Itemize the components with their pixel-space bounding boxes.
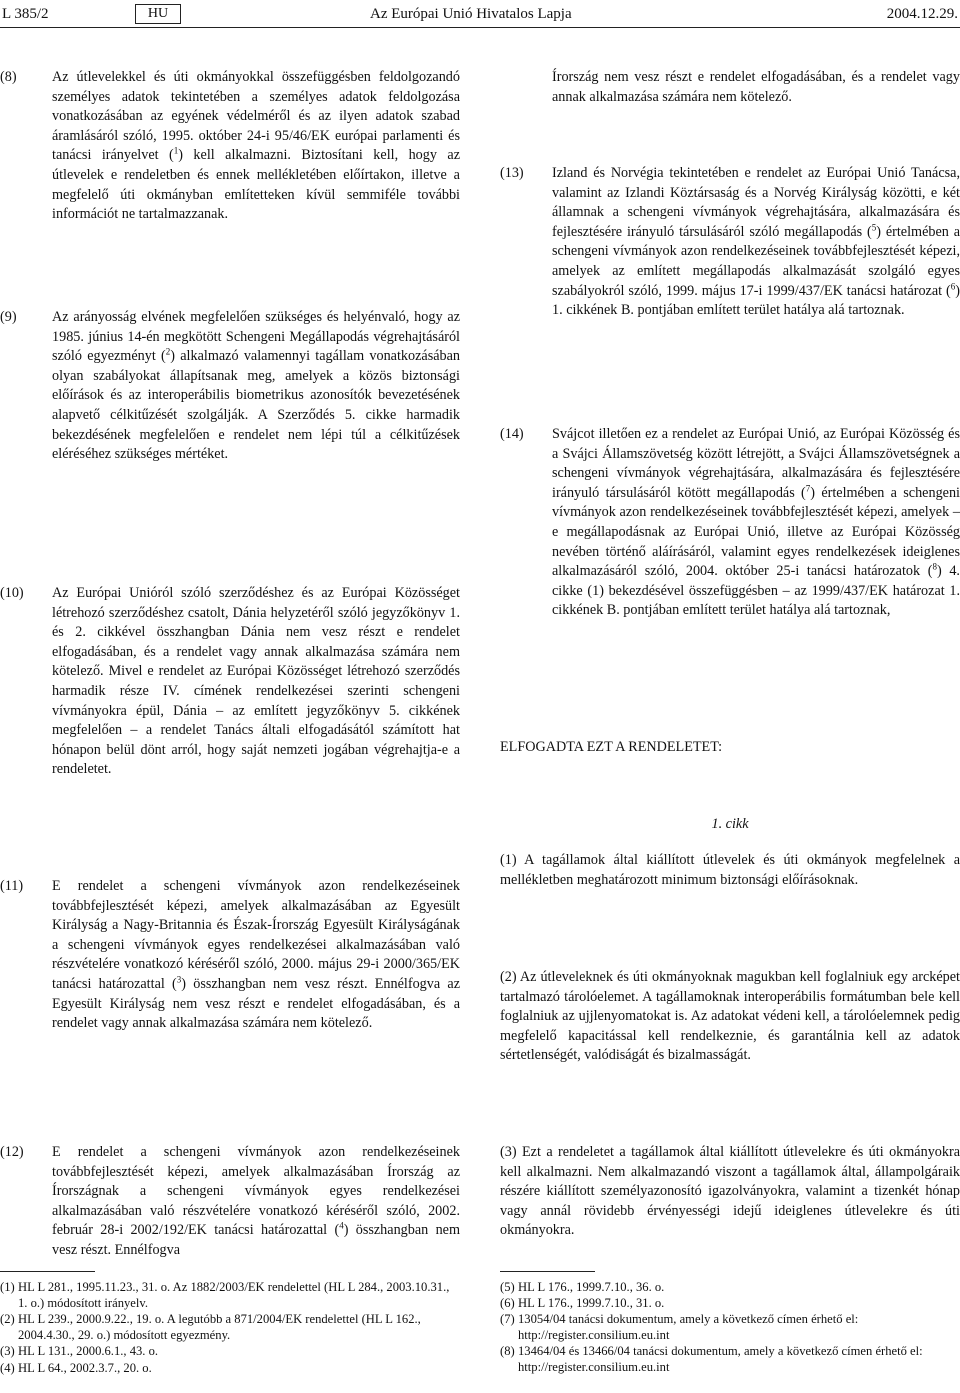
page-number: L 385/2 (2, 6, 49, 22)
footnote-8: (8) 13464/04 és 13466/04 tanácsi dokumentum, amely a következő címen érhető el: http://register.consilium.eu.int (500, 1344, 923, 1375)
footnote-ref[interactable]: 4 (339, 1220, 344, 1231)
footnote-ref[interactable]: 7 (805, 483, 811, 494)
footnote-ref[interactable]: 2 (165, 346, 171, 357)
paragraph-1: (1) A tagállamok által kiállított útlevelek és úti okmányok megfelelnek a mellékletben meghatározott minimum biztonsági előírásoknak. (500, 852, 960, 888)
footnote-rule-left (0, 1271, 95, 1272)
recital-number: (11) (0, 878, 24, 894)
recital-9 (0, 308, 460, 465)
footnote-ref[interactable]: 6 (950, 280, 956, 291)
recital-8 (0, 68, 460, 225)
recital-11 (0, 877, 460, 1034)
recital-number: (14) (500, 426, 524, 442)
paragraph-3: (3) Ezt a rendeletet a tagállamok által kiállított útlevelekre és úti okmányokra kell alkalmazni. Nem alkalmazandó viszont a tagállamok által, állampolgáraik részére kiállított személyazonosító igazolványokra, valamint a tizenkét hónap vagy annál rövidebb érvényességi idejű ideiglenes útlevelekre és úti okmányokra. (500, 1144, 960, 1239)
recital-number: (9) (0, 309, 17, 325)
recital-number: (13) (500, 165, 524, 181)
publication-date: 2004.12.29. (886, 6, 958, 22)
recital-text: Az útlevelekkel és úti okmányokkal összefüggésben feldolgozandó személyes adatok tekintetében a személyes adatok feldolgozása vonatkozásában az egyének védelméről és az ilyen adatok szabad áramlásáról szóló, 1995. október 24-i 95/46/EK európai parlamenti és tanácsi irányelvet ($^1$) kell alkalmazni. Biztosítani kell, hogy az útlevelek e rendeletben és ennek mellékletében előírtakon, illetve a megfelelő úti okmányban említetteken kívül semmiféle további információt ne tartalmazzanak. (52, 69, 460, 223)
footnote-ref[interactable]: 5 (871, 222, 877, 233)
recital-number: (8) (0, 69, 17, 85)
language-badge: HU (135, 4, 181, 24)
recital-12-continuation: Írország nem vesz részt e rendelet elfogadásában, és a rendelet vagy annak alkalmazása számára nem kötelező. (552, 69, 960, 105)
recital-text: E rendelet a schengeni vívmányok azon rendelkezéseinek továbbfejlesztését képezi, amelyek alkalmazásában Írország az Írországnak a schengeni vívmányok egyes rendelkezései alkalmazásában való részvételére vonatkozó kéréséről szóló, 2002. február 28-i 2002/192/EK tanácsi határozattal ($^4$) összhangban nem vesz részt. Ennélfogva (52, 1144, 460, 1258)
footnote-3: (3) HL L 131., 2000.6.1., 43. o. (0, 1344, 159, 1358)
recital-14 (500, 425, 960, 621)
paragraph-2: (2) Az útleveleknek és úti okmányoknak magukban kell foglalniuk egy arcképet tartalmazó tárolóelemet. A tagállamoknak interoperábilis formátumban bele kell foglalniuk az ujjlenyomatokat is. Az adatokat védeni kell, a tárolóelemnek pedig megfelelő kapacitással kell rendelkeznie, és garantálnia kell az adatok sértetlenségét, valódiságát és bizalmasságát. (500, 969, 960, 1064)
recital-number: (12) (0, 1144, 24, 1160)
journal-title: Az Európai Unió Hivatalos Lapja (370, 6, 572, 22)
recital-10 (0, 584, 460, 780)
recital-text: E rendelet a schengeni vívmányok azon rendelkezéseinek továbbfejlesztését képezi, amelyek alkalmazásában az Egyesült Királyság a Nagy-Britannia és Észak-Írország Egyesült Királyságának a schengeni vívmányok egyes rendelkezései alkalmazásában való részvételére vonatkozó kéréséről szóló, 2000. május 29-i 2000/365/EK tanácsi határozattal ($^3$) összhangban nem vesz részt. Ennélfogva az Egyesült Királyság nem vesz részt e rendelet elfogadásában, és a rendelet vagy annak alkalmazása számára nem kötelező. (52, 878, 460, 1032)
recital-13 (500, 164, 960, 321)
footnote-rule-right (500, 1271, 595, 1272)
article-heading: 1. cikk (711, 816, 749, 832)
footnote-7: (7) 13054/04 tanácsi dokumentum, amely a következő címen érhető el: http://register.consilium.eu.int (500, 1312, 859, 1343)
footnote-1: (1) HL L 281., 1995.11.23., 31. o. Az 1882/2003/EK rendelettel (HL L 284., 2003.10.31., 1. o.) módosított irányelv. (0, 1280, 450, 1311)
footnote-ref[interactable]: 3 (176, 974, 182, 985)
footnote-5: (5) HL L 176., 1999.7.10., 36. o. (500, 1280, 665, 1294)
footnote-ref[interactable]: 1 (173, 145, 179, 156)
recital-text: Izland és Norvégia tekintetében e rendelet az Európai Unió Tanácsa, valamint az Izlandi Köztársaság és a Norvég Királyság közötti, e két államnak a schengeni vívmányok végrehajtására, alkalmazására és fejlesztésére irányuló társulásáról szóló megállapodás ($^5$) értelmében a schengeni vívmányok azon rendelkezéseinek továbbfejlesztését képezi, amelyek az említett megállapodás alkalmazását szolgáló egyes szabályokról szóló, 1999. május 17-i 1999/437/EK tanácsi határozat ($^6$) 1. cikkének B. pontjában említett terület hatálya alá tartoznak. (552, 165, 960, 319)
page-header (0, 4, 960, 26)
footnote-6: (6) HL L 176., 1999.7.10., 31. o. (500, 1296, 665, 1310)
footnote-ref[interactable]: 8 (932, 561, 937, 572)
recital-number: (10) (0, 585, 24, 601)
recital-text: Svájcot illetően ez a rendelet az Európai Unió, az Európai Közösség és a Svájci Államszövetség között létrejött, a Svájci Államszövetségnek a schengeni vívmányok végrehajtására, alkalmazására és fejlesztésére irányuló társulásáról kötött megállapodás ($^7$) értelmében a schengeni vívmányok azon rendelkezéseinek továbbfejlesztését képezi, amelyek – e megállapodásnak az Európai Unió, illetve az Európai Közösség nevében történő aláírásáról, valamint egyes rendelkezések ideiglenes alkalmazásáról szóló, 2004. október 25-i tanácsi határozatok ($^8$) 4. cikke (1) bekezdésével összefüggésben – az 1999/437/EK határozat 1. cikkének B. pontjában említett terület hatálya alá tartoznak, (552, 426, 960, 619)
header-rule (0, 27, 960, 28)
adoption-formula: ELFOGADTA EZT A RENDELETET: (500, 739, 723, 755)
recital-12 (0, 1143, 460, 1261)
recital-text: Az arányosság elvének megfelelően szükséges és helyénvaló, hogy az 1985. június 14-én megkötött Schengeni Megállapodás végrehajtásáról szóló egyezményt ($^2$) alkalmazó valamennyi tagállam vonatkozásában olyan szabályokat állapítsanak meg, amelyek a közös biztonsági előírások és az interoperábilis biometrikus azonosítók bevezetésének alapvető célkitűzését szolgálják. A Szerződés 5. cikke harmadik bekezdésének megfelelően e rendelet nem lépi túl a célkitűzések eléréséhez szükséges mértéket. (52, 309, 461, 463)
recital-text: Az Európai Unióról szóló szerződéshez és az Európai Közösséget létrehozó szerződéshez csatolt, Dánia helyzetéről szóló jegyzőkönyv 1. és 2. cikkével összhangban Dánia nem vesz részt e rendelet elfogadásában, és a rendelet vagy annak alkalmazása számára nem kötelező. Mivel e rendelet az Európai Közösséget létrehozó szerződés harmadik része IV. címének rendelkezései szerinti schengeni vívmányokra épül, Dánia – az említett jegyzőkönyv 5. cikkének megfelelően – a rendelet Tanács általi elfogadásától számított hat hónapon belül dönt arról, hogy saját nemzeti jogában végrehajtja-e a rendeletet. (52, 585, 460, 778)
footnote-2: (2) HL L 239., 2000.9.22., 19. o. A legutóbb a 871/2004/EK rendelettel (HL L 162., 2004.4.30., 29. o.) módosított egyezmény. (0, 1312, 421, 1343)
footnote-4: (4) HL L 64., 2002.3.7., 20. o. (0, 1361, 152, 1375)
